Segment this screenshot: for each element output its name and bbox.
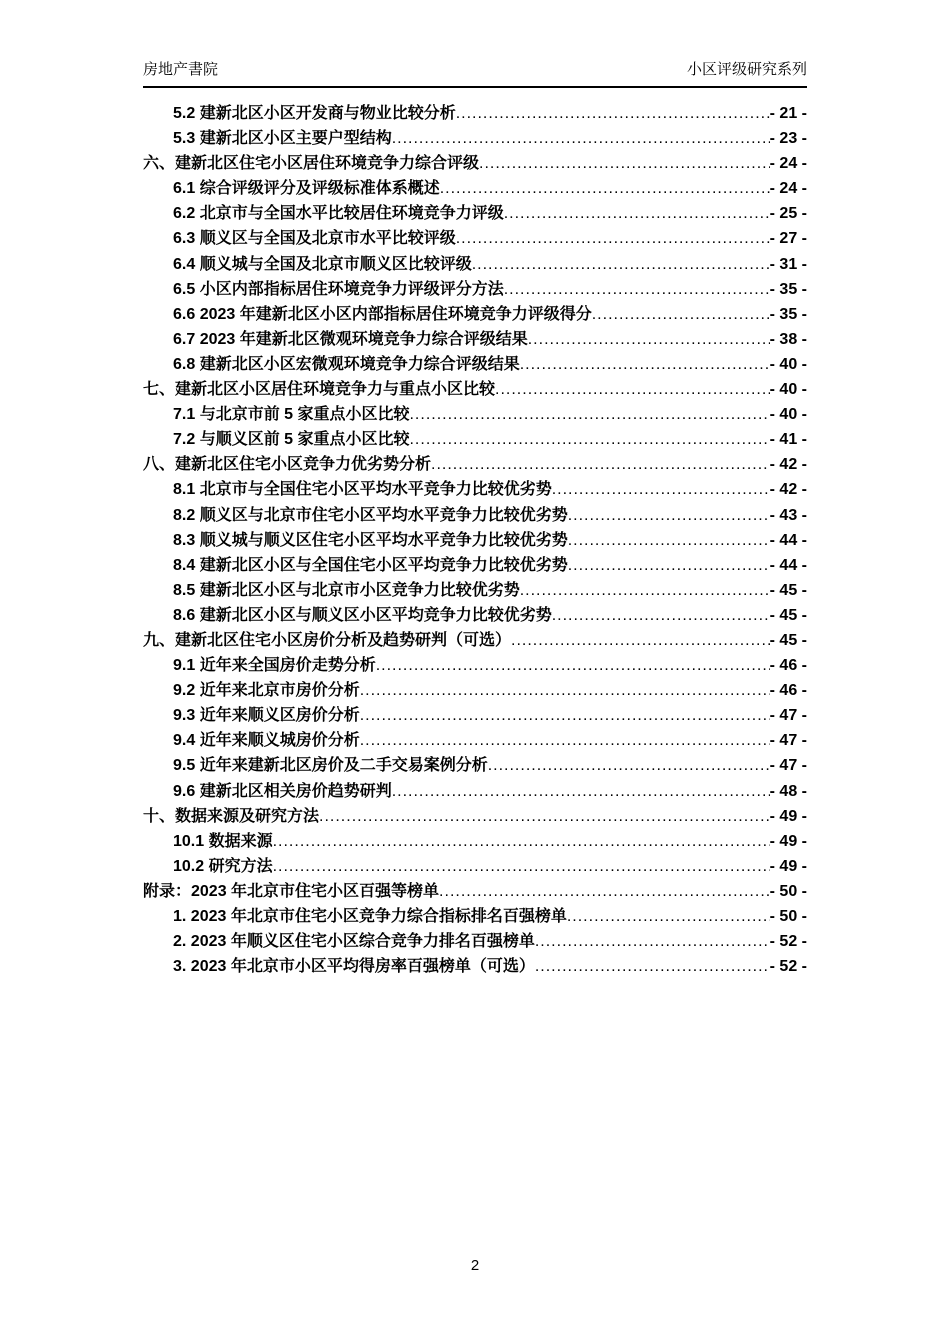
toc-leader-dots (567, 904, 770, 929)
toc-entry-label: 8.1 北京市与全国住宅小区平均水平竞争力比较优劣势 (173, 481, 552, 499)
toc-entry[interactable] (143, 452, 807, 477)
toc-leader-dots (456, 101, 770, 126)
toc-leader-dots (472, 252, 770, 277)
toc-entry-label: 6.2 北京市与全国水平比较居住环境竞争力评级 (173, 205, 504, 223)
toc-entry[interactable] (143, 226, 807, 251)
toc-entry-page: - 50 - (769, 908, 807, 925)
toc-entry-page: - 49 - (769, 832, 807, 850)
toc-entry-label: 8.5 建新北区小区与北京市小区竞争力比较优劣势 (173, 581, 520, 599)
toc-entry-page: - 24 - (769, 155, 807, 173)
table-of-contents (143, 101, 807, 979)
toc-entry-label: 十、数据来源及研究方法 (143, 807, 320, 825)
page-header (143, 58, 807, 88)
toc-leader-dots (488, 753, 770, 778)
toc-entry-page: - 24 - (769, 180, 807, 198)
toc-entry-label: 8.3 顺义城与顺义区住宅小区平均水平竞争力比较优劣势 (173, 531, 568, 549)
toc-entry-label: 5.2 建新北区小区开发商与物业比较分析 (173, 105, 456, 122)
toc-leader-dots (511, 628, 770, 653)
toc-leader-dots (409, 402, 769, 427)
toc-entry-page: - 47 - (769, 707, 807, 725)
toc-entry-page: - 49 - (769, 807, 807, 825)
toc-entry-page: - 42 - (769, 481, 807, 499)
toc-entry-label: 2. 2023 年顺义区住宅小区综合竞争力排名百强榜单 (173, 933, 535, 951)
toc-entry-page: - 41 - (769, 431, 807, 449)
toc-entry[interactable] (143, 101, 807, 126)
toc-entry-label: 7.1 与北京市前 5 家重点小区比较 (173, 406, 410, 424)
toc-entry[interactable] (143, 503, 807, 528)
toc-leader-dots (440, 176, 770, 201)
toc-entry-page: - 45 - (769, 606, 807, 624)
toc-entry-label: 八、建新北区住宅小区竞争力优劣势分析 (143, 456, 432, 474)
toc-entry[interactable] (143, 402, 807, 427)
toc-leader-dots (535, 929, 770, 954)
toc-entry-page: - 47 - (769, 757, 807, 775)
toc-entry[interactable] (143, 628, 807, 653)
toc-entry[interactable] (143, 703, 807, 728)
toc-entry-page: - 43 - (769, 506, 807, 524)
toc-entry-label: 8.4 建新北区小区与全国住宅小区平均竞争力比较优劣势 (173, 556, 568, 574)
toc-leader-dots (409, 427, 769, 452)
toc-entry-page: - 52 - (769, 933, 807, 951)
toc-entry[interactable] (143, 678, 807, 703)
toc-entry[interactable] (143, 553, 807, 578)
toc-entry-page: - 31 - (769, 255, 807, 273)
toc-entry-page: - 46 - (769, 682, 807, 700)
toc-entry-page: - 40 - (769, 381, 807, 399)
toc-leader-dots (392, 126, 770, 151)
toc-entry[interactable] (143, 302, 807, 327)
toc-leader-dots (431, 452, 770, 477)
toc-leader-dots (360, 728, 770, 753)
toc-entry[interactable] (143, 779, 807, 804)
toc-entry-label: 九、建新北区住宅小区房价分析及趋势研判（可选） (143, 631, 512, 649)
page-footer (0, 1257, 950, 1274)
toc-leader-dots (535, 954, 770, 979)
toc-leader-dots (273, 829, 770, 854)
toc-entry-label: 6.1 综合评级评分及评级标准体系概述 (173, 180, 440, 198)
toc-entry[interactable] (143, 277, 807, 302)
toc-entry-page: - 50 - (769, 882, 807, 900)
toc-entry[interactable] (143, 427, 807, 452)
toc-leader-dots (568, 528, 770, 553)
toc-leader-dots (552, 477, 770, 502)
toc-entry-label: 5.3 建新北区小区主要户型结构 (173, 130, 392, 148)
toc-entry[interactable] (143, 377, 807, 402)
toc-leader-dots (376, 653, 770, 678)
toc-leader-dots (360, 703, 770, 728)
toc-entry-label: 9.2 近年来北京市房价分析 (173, 682, 360, 700)
toc-leader-dots (520, 352, 770, 377)
toc-leader-dots (520, 578, 770, 603)
toc-entry[interactable] (143, 352, 807, 377)
toc-leader-dots (392, 779, 770, 804)
toc-entry-page: - 45 - (769, 581, 807, 599)
toc-entry-label: 7.2 与顺义区前 5 家重点小区比较 (173, 431, 410, 449)
toc-entry-page: - 27 - (769, 230, 807, 248)
toc-entry-label: 9.4 近年来顺义城房价分析 (173, 732, 360, 750)
toc-entry[interactable] (143, 477, 807, 502)
toc-entry[interactable] (143, 126, 807, 151)
toc-entry[interactable] (143, 728, 807, 753)
toc-entry-page: - 40 - (769, 355, 807, 373)
toc-leader-dots (504, 277, 770, 302)
toc-entry-page: - 25 - (769, 205, 807, 223)
toc-entry[interactable] (143, 804, 807, 829)
toc-leader-dots (273, 854, 770, 879)
toc-leader-dots (568, 503, 770, 528)
toc-entry-label: 6.8 建新北区小区宏微观环境竞争力综合评级结果 (173, 355, 520, 373)
toc-entry-page: - 48 - (769, 782, 807, 800)
toc-entry[interactable] (143, 954, 807, 979)
page-number: 2 (470, 1257, 480, 1274)
toc-entry-page: - 44 - (769, 556, 807, 574)
toc-entry[interactable] (143, 653, 807, 678)
toc-entry[interactable] (143, 829, 807, 854)
toc-entry-label: 3. 2023 年北京市小区平均得房率百强榜单（可选） (173, 958, 535, 976)
toc-entry-label: 6.5 小区内部指标居住环境竞争力评级评分方法 (173, 280, 504, 298)
header-left-text: 房地产書院 (143, 61, 219, 78)
toc-leader-dots (456, 226, 770, 251)
toc-entry-page: - 49 - (769, 857, 807, 875)
toc-leader-dots (319, 804, 770, 829)
toc-leader-dots (568, 553, 770, 578)
toc-entry[interactable] (143, 929, 807, 954)
toc-entry[interactable] (143, 879, 807, 904)
toc-entry-page: - 47 - (769, 732, 807, 750)
toc-entry-label: 10.2 研究方法 (173, 857, 273, 875)
toc-entry[interactable] (143, 528, 807, 553)
header-right-text: 小区评级研究系列 (686, 61, 807, 78)
toc-leader-dots (360, 678, 770, 703)
toc-entry[interactable] (143, 327, 807, 352)
toc-entry[interactable] (143, 603, 807, 628)
toc-entry-page: - 21 - (769, 105, 807, 122)
toc-entry[interactable] (143, 151, 807, 176)
toc-entry-page: - 44 - (769, 531, 807, 549)
toc-entry[interactable] (143, 176, 807, 201)
toc-entry-label: 1. 2023 年北京市住宅小区竞争力综合指标排名百强榜单 (173, 908, 567, 925)
toc-entry[interactable] (143, 904, 807, 929)
toc-entry-page: - 38 - (769, 330, 807, 348)
toc-leader-dots (495, 377, 770, 402)
toc-entry-label: 9.3 近年来顺义区房价分析 (173, 707, 360, 725)
toc-entry[interactable] (143, 753, 807, 778)
toc-entry-page: - 40 - (769, 406, 807, 424)
toc-entry-page: - 46 - (769, 657, 807, 675)
toc-entry-label: 6.7 2023 年建新北区微观环境竞争力综合评级结果 (173, 330, 528, 348)
toc-entry-label: 10.1 数据来源 (173, 832, 273, 850)
toc-entry[interactable] (143, 252, 807, 277)
toc-entry-label: 9.5 近年来建新北区房价及二手交易案例分析 (173, 757, 488, 775)
toc-entry-label: 六、建新北区住宅小区居住环境竞争力综合评级 (143, 155, 480, 173)
toc-entry[interactable] (143, 578, 807, 603)
toc-entry-page: - 35 - (769, 305, 807, 323)
toc-entry-label: 七、建新北区小区居住环境竞争力与重点小区比较 (143, 381, 496, 399)
toc-leader-dots (479, 151, 770, 176)
toc-entry-label: 附录：2023 年北京市住宅小区百强等榜单 (143, 882, 440, 900)
toc-entry-label: 6.3 顺义区与全国及北京市水平比较评级 (173, 230, 456, 248)
toc-leader-dots (504, 201, 770, 226)
toc-entry-label: 9.1 近年来全国房价走势分析 (173, 657, 376, 675)
toc-entry-label: 9.6 建新北区相关房价趋势研判 (173, 782, 392, 800)
toc-entry-page: - 52 - (769, 958, 807, 976)
toc-entry-page: - 42 - (769, 456, 807, 474)
toc-leader-dots (439, 879, 770, 904)
toc-leader-dots (552, 603, 770, 628)
toc-entry[interactable] (143, 854, 807, 879)
toc-entry-label: 8.6 建新北区小区与顺义区小区平均竞争力比较优劣势 (173, 606, 552, 624)
toc-entry-page: - 23 - (769, 130, 807, 148)
toc-leader-dots (592, 302, 770, 327)
toc-entry-label: 8.2 顺义区与北京市住宅小区平均水平竞争力比较优劣势 (173, 506, 568, 524)
toc-leader-dots (528, 327, 770, 352)
toc-entry-label: 6.4 顺义城与全国及北京市顺义区比较评级 (173, 255, 472, 273)
toc-entry-page: - 35 - (769, 280, 807, 298)
toc-entry-page: - 45 - (769, 631, 807, 649)
toc-entry[interactable] (143, 201, 807, 226)
toc-entry-label: 6.6 2023 年建新北区小区内部指标居住环境竞争力评级得分 (173, 305, 592, 323)
